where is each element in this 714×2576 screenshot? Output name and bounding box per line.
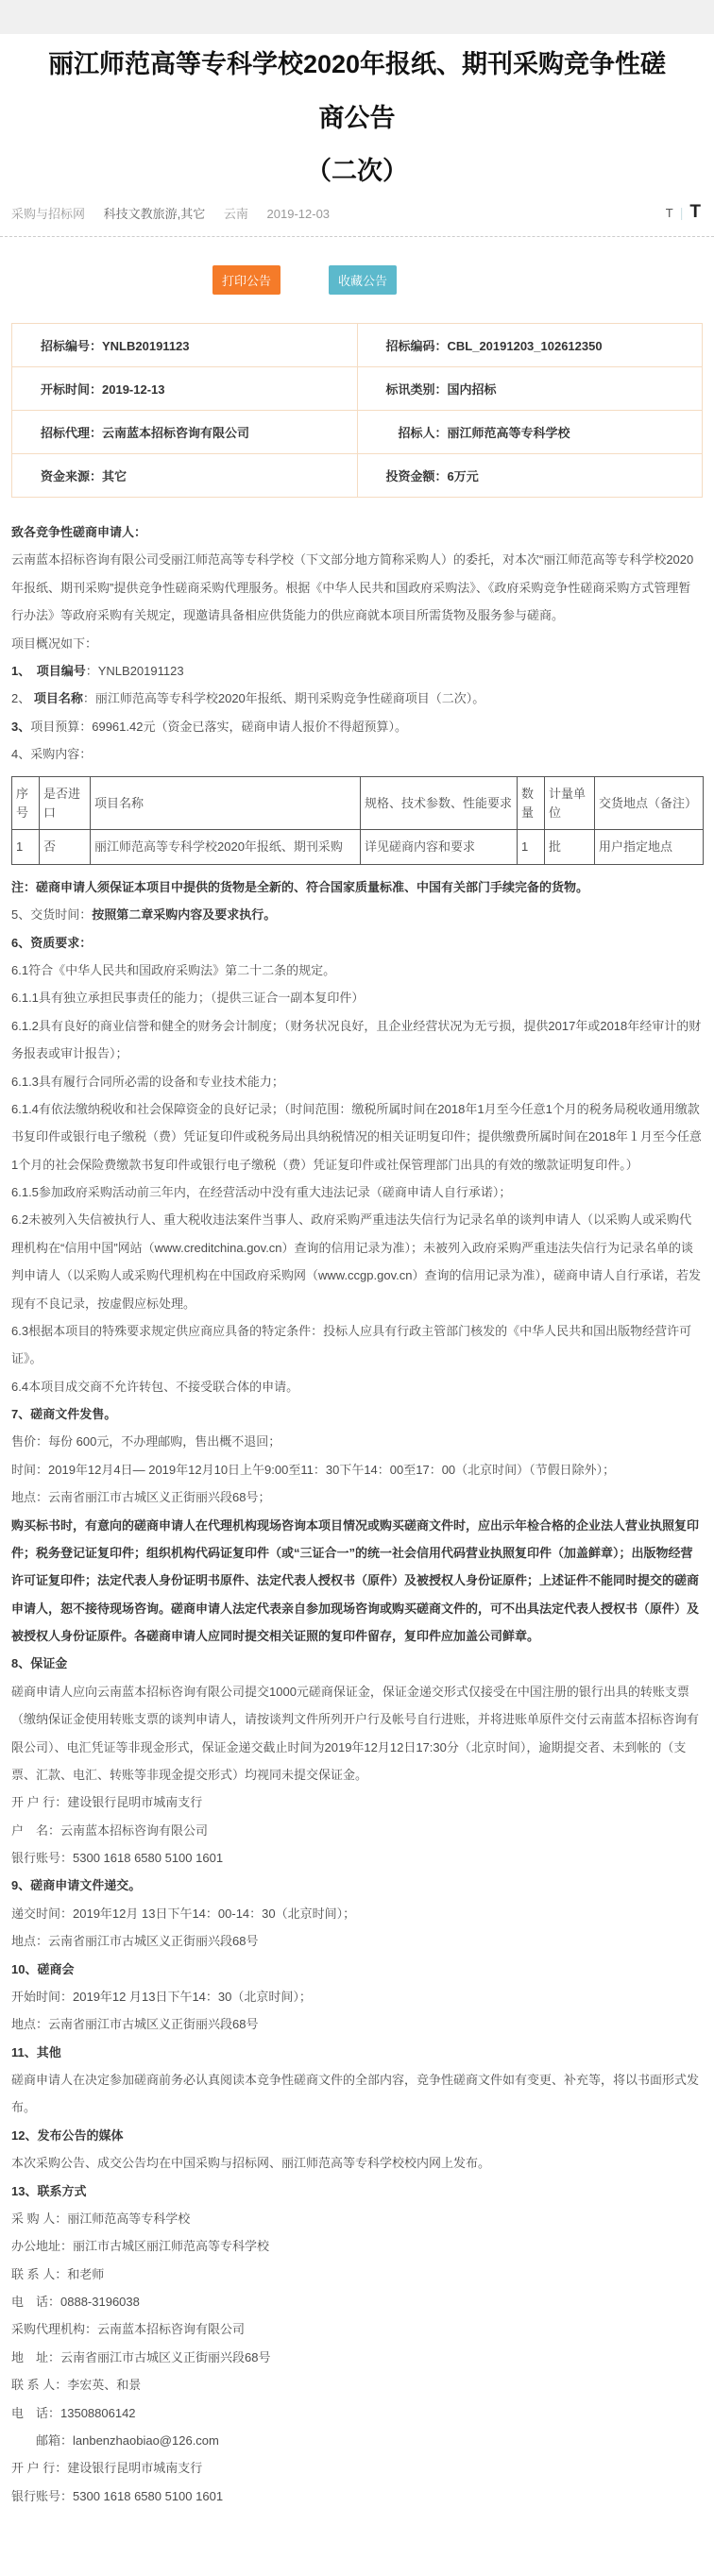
text-segment: 注：磋商申请人须保证本项目中提供的货物是全新的、符合国家质量标准、中国有关部门手续完备的货物。 [11,879,589,894]
paragraph [11,2261,703,2288]
text-segment: 联 系 人：李宏英、和景 [11,2378,142,2393]
paragraph [11,873,703,901]
paragraph [11,984,703,1011]
text-segment: 4、采购内容： [11,747,93,762]
paragraph [11,2010,703,2038]
text-segment: 6.3根据本项目的特殊要求规定供应商应具备的特定条件：投标人应具有行政主管部门核发的《中华人民共和国出版物经营许可证》。 [11,1323,692,1366]
paragraph [11,1317,703,1373]
text-segment: 项目预算：69961.42元（资金已落实，磋商申请人报价不得超预算）。 [30,719,407,734]
paragraph [11,1178,703,1206]
table-row [12,454,703,498]
paragraph [11,1650,703,1677]
paragraph [11,713,703,740]
text-segment: 10、磋商会 [11,1961,75,1976]
paragraph [11,546,703,629]
text-segment: 地点：云南省丽江市古城区义正街丽兴段68号 [11,2017,259,2032]
paragraph [11,740,703,768]
table-row [12,367,703,411]
paragraph [11,1206,703,1317]
paragraph [11,1456,703,1483]
table-row [12,324,703,367]
paragraph [11,1095,703,1178]
paragraph [11,2178,703,2205]
text-segment: 致各竞争性磋商申请人： [11,525,147,540]
text-segment: 6.1符合《中华人民共和国政府采购法》第二十二条的规定。 [11,963,336,978]
print-announcement-button[interactable]: 打印公告 [212,265,280,295]
publish-date: 2019-12-03 [266,206,331,221]
bidder-cell: 招标人：丽江师范高等专科学校 [357,411,703,454]
page-title-line1: 丽江师范高等专科学校2020年报纸、期刊采购竞争性磋商公告 [47,50,667,132]
purchase-table-header-cell: 交货地点（备注） [595,777,704,830]
text-segment: 2、 [11,691,34,706]
paragraph [11,1956,703,1983]
paragraph [11,1817,703,1844]
text-segment: 电 话：13508806142 [11,2405,136,2420]
investment-cell: 投资金额：6万元 [357,454,703,498]
purchase-table-header-row [12,777,704,830]
text-segment: 地 址：云南省丽江市古城区义正街丽兴段68号 [11,2349,271,2364]
text-segment: 银行账号：5300 1618 6580 5100 1601 [11,2488,224,2503]
text-segment: 银行账号：5300 1618 6580 5100 1601 [11,1851,224,1866]
text-segment: ：丽江师范高等专科学校2020年报纸、期刊采购竞争性磋商项目（二次）。 [82,691,485,706]
paragraph [11,1844,703,1872]
fund-source-cell: 资金来源：其它 [12,454,358,498]
paragraph [11,1788,703,1816]
text-segment: 5、交货时间： [11,907,93,923]
paragraph [11,1872,703,1899]
paragraph [11,1068,703,1095]
font-smaller-button[interactable]: T [665,205,673,220]
text-segment: 开 户 行：建设银行昆明市城南支行 [11,1795,203,1810]
text-segment: 按照第二章采购内容及要求执行。 [92,907,277,923]
text-segment: 6.1.3具有履行合同所必需的设备和专业技术能力； [11,1074,284,1089]
paragraph [11,2232,703,2260]
text-segment: 邮箱：lanbenzhaobiao@126.com [36,2432,219,2448]
text-segment: 13、联系方式 [11,2183,87,2198]
text-segment: 6.4本项目成交商不允许转包、不接受联合体的申请。 [11,1379,299,1394]
text-segment: 户 名：云南蓝本招标咨询有限公司 [11,1822,209,1838]
text-segment: 电 话：0888-3196038 [11,2295,140,2310]
paragraph [11,957,703,984]
toggle-divider: | [679,205,684,221]
breadcrumb-source[interactable]: 采购与招标网 [11,206,86,221]
bottom-spacer [0,2510,714,2576]
text-segment: 3、 [11,719,31,734]
purchase-content-table [11,776,704,865]
breadcrumb [0,202,714,223]
text-segment: 11、其他 [11,2044,61,2059]
bid-number-cell: 招标编号：YNLB20191123 [12,324,358,367]
dashed-divider [0,236,714,237]
page-title-line2: （二次） [306,157,408,186]
text-segment: 项目概况如下： [11,636,98,651]
paragraph [11,1483,703,1511]
text-segment: 12、发布公告的媒体 [11,2127,124,2143]
paragraph [11,1678,703,1789]
text-segment: 售价：每份 600元，不办理邮购，售出概不退回； [11,1434,281,1449]
text-segment: 开始时间：2019年12 月13日下午14：30（北京时间）； [11,1989,312,2004]
paragraph [11,657,703,685]
paragraph [11,2205,703,2232]
text-segment: 开 户 行：建设银行昆明市城南支行 [11,2461,203,2476]
font-larger-button[interactable]: T [689,202,701,223]
paragraph [11,630,703,657]
paragraph [11,2483,703,2510]
text-segment: 9、磋商申请文件递交。 [11,1878,142,1893]
purchase-table-header-cell: 项目名称 [91,777,361,830]
text-segment: 本次采购公告、成交公告均在中国采购与招标网、丽江师范高等专科学校校内网上发布。 [11,2156,491,2171]
text-segment: 采购代理机构：云南蓝本招标咨询有限公司 [11,2322,246,2337]
paragraph [11,2371,703,2398]
text-segment: 联 系 人：和老师 [11,2266,105,2281]
purchase-table-cell: 1 [12,830,40,865]
bid-info-table [11,323,703,498]
bid-type-cell: 标讯类别：国内招标 [357,367,703,411]
paragraph [11,1512,703,1651]
announcement-body [0,518,714,2510]
breadcrumb-region[interactable]: 云南 [223,206,248,221]
paragraph [11,1983,703,2010]
body-paragraphs-before-table [11,518,703,768]
paragraph [11,2122,703,2149]
font-size-toggles [666,202,701,223]
purchase-table-header-cell: 规格、技术参数、性能要求 [361,777,518,830]
paragraph [11,518,703,546]
paragraph [11,2427,703,2454]
paragraph [11,1400,703,1428]
paragraph [11,1373,703,1400]
paragraph [11,2039,703,2066]
text-segment: 磋商申请人在决定参加磋商前务必认真阅读本竞争性磋商文件的全部内容，竞争性磋商文件如有变更、补充等，将以书面形式发布。 [11,2073,700,2115]
text-segment: 递交时间：2019年12月 13日下午14：00-14：30（北京时间）； [11,1906,356,1921]
paragraph [11,1927,703,1955]
paragraph [11,1012,703,1068]
paragraph [11,685,703,712]
paragraph [11,1428,703,1455]
favorite-announcement-button[interactable]: 收藏公告 [329,265,397,295]
purchase-table-row [12,830,704,865]
text-segment: ：YNLB20191123 [85,663,184,678]
text-segment: 采 购 人：丽江师范高等专科学校 [11,2211,191,2226]
paragraph [11,901,703,928]
text-segment: 6.1.1具有独立承担民事责任的能力；（提供三证合一副本复印件） [11,991,365,1006]
purchase-table-header-cell: 序号 [12,777,40,830]
text-segment: 地点：云南省丽江市古城区义正街丽兴段68号； [11,1490,271,1505]
bid-code-cell: 招标编码：CBL_20191203_102612350 [357,324,703,367]
agency-cell: 招标代理：云南蓝本招标咨询有限公司 [12,411,358,454]
page-title [38,38,676,198]
purchase-table-cell: 详见磋商内容和要求 [361,830,518,865]
paragraph [11,2066,703,2122]
purchase-table-cell: 1 [518,830,545,865]
paragraph [11,2454,703,2482]
text-segment: 购买标书时，有意向的磋商申请人在代理机构现场咨询本项目情况或购买磋商文件时，应出示年检合格的企业法人营业执照复印件；税务登记证复印件；组织机构代码证复印件（或“三证合一”的统一社会信用代码营业执照复印件（加盖鲜章）；出版物经营许可证复印件；法定代表人身份证明书原件、法定代表人授权书（原件）及被授权人身份证原件；上述证件不能同时提交的磋商申请人，恕不接待现场咨询。磋商申请人法定代表亲自参加现场咨询或购买磋商文件的，可不出具法定代表人授权书（原件）及被授权人身份证原件。各磋商申请人应同时提交相关证照的复印件留存，复印件应加盖公司鲜章。 [11,1517,700,1644]
text-segment: 时间：2019年12月4日— 2019年12月10日上午9:00至11：30下午14：00至17：00（北京时间）（节假日除外）； [11,1462,616,1477]
paragraph [11,2344,703,2371]
paragraph [11,2288,703,2315]
breadcrumb-category[interactable]: 科技文教旅游,其它 [103,206,206,221]
purchase-table-header-cell: 计量单位 [545,777,595,830]
text-segment: 6.2未被列入失信被执行人、重大税收违法案件当事人、政府采购严重违法失信行为记录名单的谈判申请人（以采购人或采购代理机构在“信用中国”网站（www.creditchina.gov.cn）查询的信用记录为准）；未被列入政府采购严重违法失信行为记录名单的谈判申请人（以采购人或采购代理机构在中国政府采购网（www.ccgp.gov.cn）查询的信用记录为准），磋商申请人自行承诺，若发现有不良记录，按虚假应标处理。 [11,1212,701,1311]
text-segment: 8、保证金 [11,1656,68,1671]
text-segment: 6.1.4有依法缴纳税收和社会保障资金的良好记录；（时间范围：缴税所属时间在2018年1月至今任意1个月的税务局税收通用缴款书复印件或银行电子缴税（费）凭证复印件或税务局出具纳税情况的相关证明复印件；提供缴费所属时间在2018年１月至今任意1个月的社会保险费缴款书复印件或银行电子缴税（费）凭证复印件或社保管理部门出具的有效的缴款证明复印件。） [11,1101,702,1172]
text-segment: 6、资质要求： [11,935,93,950]
purchase-table-cell: 否 [40,830,91,865]
paragraph [11,1900,703,1927]
text-segment: 磋商申请人应向云南蓝本招标咨询有限公司提交1000元磋商保证金，保证金递交形式仅接受在中国注册的银行出具的转账支票（缴纳保证金使用转账支票的谈判申请人，请按谈判文件所列开户行及帐号自行进账，并将进账单原件交付云南蓝本招标咨询有限公司）、电汇凭证等非现金形式，保证金递交截止时间为2019年12月12日17:30分（北京时间），逾期提交者、未到帐的（支票、汇款、电汇、转账等非现金提交形式）均视同未提交保证金。 [11,1684,700,1782]
paragraph [11,929,703,957]
body-paragraphs-after-table [11,873,703,2510]
purchase-table-header-cell: 数量 [518,777,545,830]
text-segment: 6.1.2具有良好的商业信誉和健全的财务会计制度；（财务状况良好，且企业经营状况为无亏损，提供2017年或2018年经审计的财务报表或审计报告）； [11,1018,702,1061]
open-date-cell: 开标时间：2019-12-13 [12,367,358,411]
top-strip [0,0,714,34]
purchase-table-cell: 丽江师范高等专科学校2020年报纸、期刊采购 [91,830,361,865]
text-segment: 6.1.5参加政府采购活动前三年内，在经营活动中没有重大违法记录（磋商申请人自行承诺）； [11,1185,512,1200]
text-segment: 7、磋商文件发售。 [11,1407,117,1422]
text-segment: 项目名称 [33,691,83,706]
table-row [12,411,703,454]
text-segment: 办公地址：丽江市古城区丽江师范高等专科学校 [11,2239,270,2254]
paragraph [11,2399,703,2427]
text-segment: 云南蓝本招标咨询有限公司受丽江师范高等专科学校（下文部分地方简称采购人）的委托，对本次“丽江师范高等专科学校2020年报纸、期刊采购”提供竞争性磋商采购代理服务。根据《中华人民共和国政府采购法》、《政府采购竞争性磋商采购方式管理暂行办法》等政府采购有关规定，现邀请具备相应供货能力的供应商就本项目所需货物及服务参与磋商。 [11,552,694,623]
paragraph [11,2149,703,2177]
purchase-table-cell: 批 [545,830,595,865]
purchase-table-header-cell: 是否进口 [40,777,91,830]
text-segment: 地点：云南省丽江市古城区义正街丽兴段68号 [11,1934,259,1949]
paragraph [11,2315,703,2343]
action-buttons [212,265,714,295]
text-segment: 1、 项目编号 [11,663,86,678]
purchase-table-cell: 用户指定地点 [595,830,704,865]
